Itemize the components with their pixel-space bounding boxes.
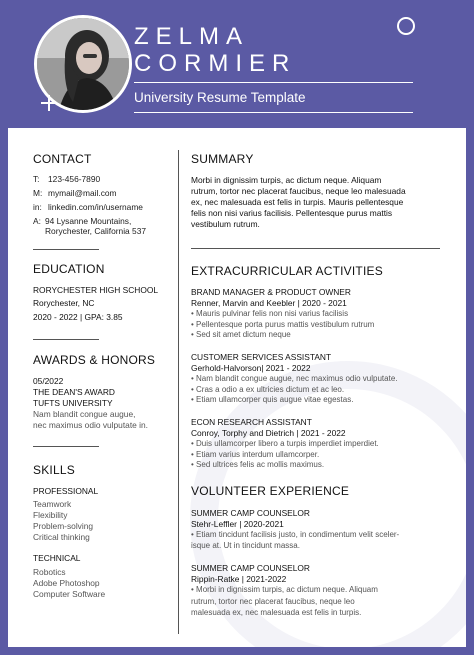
volunteer-role: SUMMER CAMP COUNSELOR <box>191 508 310 518</box>
summary-line: felis non nisi varius facilisis. Pellentesque purus mattis <box>191 208 393 218</box>
skill-item: Robotics <box>33 567 66 577</box>
summary-line: vestibulum rutrum. <box>191 219 260 229</box>
skill-item: Problem-solving <box>33 521 94 531</box>
volunteer-role: SUMMER CAMP COUNSELOR <box>191 563 310 573</box>
resume-header <box>0 0 474 128</box>
activity-role: BRAND MANAGER & PRODUCT OWNER <box>191 287 351 297</box>
summary-line: ex, nec malesuada est felis in turpis. Mauris pellentesque <box>191 197 404 207</box>
education-school: RORYCHESTER HIGH SCHOOL <box>33 285 159 295</box>
header-rule-top <box>134 82 413 83</box>
contact-address-line1: 94 Lysanne Mountains, <box>45 216 132 226</box>
contact-mail-label: M: <box>33 188 43 198</box>
contact-address-label: A: <box>33 216 41 226</box>
activity-bullet: • Etiam ullamcorper quis augue vitae egestas. <box>191 395 398 406</box>
activity-bullet: • Pellentesque porta purus mattis vestibulum rutrum <box>191 320 374 331</box>
skill-item: Teamwork <box>33 499 72 509</box>
volunteer-bullets <box>191 585 378 596</box>
header-rule-bottom <box>134 112 413 113</box>
activity-org: Conroy, Torphy and Dietrich | 2021 - 2022 <box>191 428 346 438</box>
skill-item: Critical thinking <box>33 532 90 542</box>
contact-rule <box>33 249 99 250</box>
plus-icon <box>41 95 57 111</box>
skill-item: Computer Software <box>33 589 106 599</box>
awards-rule <box>33 446 99 447</box>
resume-body <box>8 128 466 647</box>
activity-bullet: • Sed sit amet dictum neque <box>191 330 374 341</box>
activity-bullet: • Mauris pulvinar felis non nisi varius facilisis <box>191 309 374 320</box>
volunteer-bullet-continuation: rutrum, tortor nec placerat faucibus, neque leo <box>191 597 355 606</box>
education-dates: 2020 - 2022 | GPA: 3.85 <box>33 312 123 322</box>
skills-professional-title: PROFESSIONAL <box>33 486 99 496</box>
skills-technical-title: TECHNICAL <box>33 553 81 563</box>
education-location: Rorychester, NC <box>33 298 95 308</box>
education-rule <box>33 339 99 340</box>
volunteer-bullet: • Etiam tincidunt facilisis justo, in condimentum velit sceler- <box>191 530 399 541</box>
contact-phone: 123-456-7890 <box>48 174 101 184</box>
resume-subtitle: University Resume Template <box>134 90 306 105</box>
education-title: EDUCATION <box>33 262 105 276</box>
volunteer-title: VOLUNTEER EXPERIENCE <box>191 484 350 498</box>
awards-title: AWARDS & HONORS <box>33 353 156 367</box>
last-name: CORMIER <box>134 50 297 77</box>
activity-bullet: • Sed ultrices felis ac mollis maximus. <box>191 460 379 471</box>
award-date: 05/2022 <box>33 376 64 386</box>
skills-title: SKILLS <box>33 463 75 477</box>
volunteer-bullets <box>191 530 399 541</box>
activity-bullets <box>191 309 374 341</box>
summary-line: Morbi in dignissim turpis, ac dictum neque. Aliquam <box>191 175 382 185</box>
activity-role: CUSTOMER SERVICES ASSISTANT <box>191 352 332 362</box>
skill-item: Flexibility <box>33 510 68 520</box>
activity-bullet: • Duis ullamcorper libero a turpis imperdiet imperdiet. <box>191 439 379 450</box>
activity-bullet: • Etiam varius interdum ullamcorper. <box>191 450 379 461</box>
award-org: TUFTS UNIVERSITY <box>33 398 113 408</box>
summary-rule <box>191 248 440 249</box>
activity-bullets <box>191 374 398 406</box>
activity-bullet: • Nam blandit congue augue, nec maximus odio vulputate. <box>191 374 398 385</box>
summary-line: rutrum, tortor nec placerat faucibus, neque leo malesuada <box>191 186 406 196</box>
activity-bullets <box>191 439 379 471</box>
first-name: ZELMA <box>134 23 250 50</box>
column-divider <box>178 150 179 634</box>
activity-org: Gerhold-Halvorson| 2021 - 2022 <box>191 363 311 373</box>
contact-phone-label: T: <box>33 174 40 184</box>
contact-linkedin-label: in: <box>33 202 42 212</box>
skill-item: Adobe Photoshop <box>33 578 100 588</box>
contact-email: mymail@mail.com <box>48 188 117 198</box>
award-desc-line1: Nam blandit congue augue, <box>33 409 136 419</box>
volunteer-bullet-continuation: isque at. Ut in tincidunt massa. <box>191 541 300 550</box>
volunteer-bullet: • Morbi in dignissim turpis, ac dictum neque. Aliquam <box>191 585 378 596</box>
activity-org: Renner, Marvin and Keebler | 2020 - 2021 <box>191 298 347 308</box>
volunteer-org: Rippin-Ratke | 2021-2022 <box>191 574 287 584</box>
award-desc-line2: nec maximus odio vulputate in. <box>33 420 148 430</box>
circle-decoration-icon <box>397 17 415 35</box>
summary-title: SUMMARY <box>191 152 254 166</box>
volunteer-bullet-continuation: malesuada ex, nec malesuada est felis in turpis. <box>191 608 362 617</box>
contact-address-line2: Rorychester, California 537 <box>45 226 147 236</box>
volunteer-org: Stehr-Leffler | 2020-2021 <box>191 519 284 529</box>
activity-role: ECON RESEARCH ASSISTANT <box>191 417 312 427</box>
extracurricular-title: EXTRACURRICULAR ACTIVITIES <box>191 264 383 278</box>
contact-linkedin: linkedin.com/in/username <box>48 202 143 212</box>
activity-bullet: • Cras a odio a ex ultricies dictum et ac leo. <box>191 385 398 396</box>
contact-title: CONTACT <box>33 152 92 166</box>
award-name: THE DEAN'S AWARD <box>33 387 115 397</box>
